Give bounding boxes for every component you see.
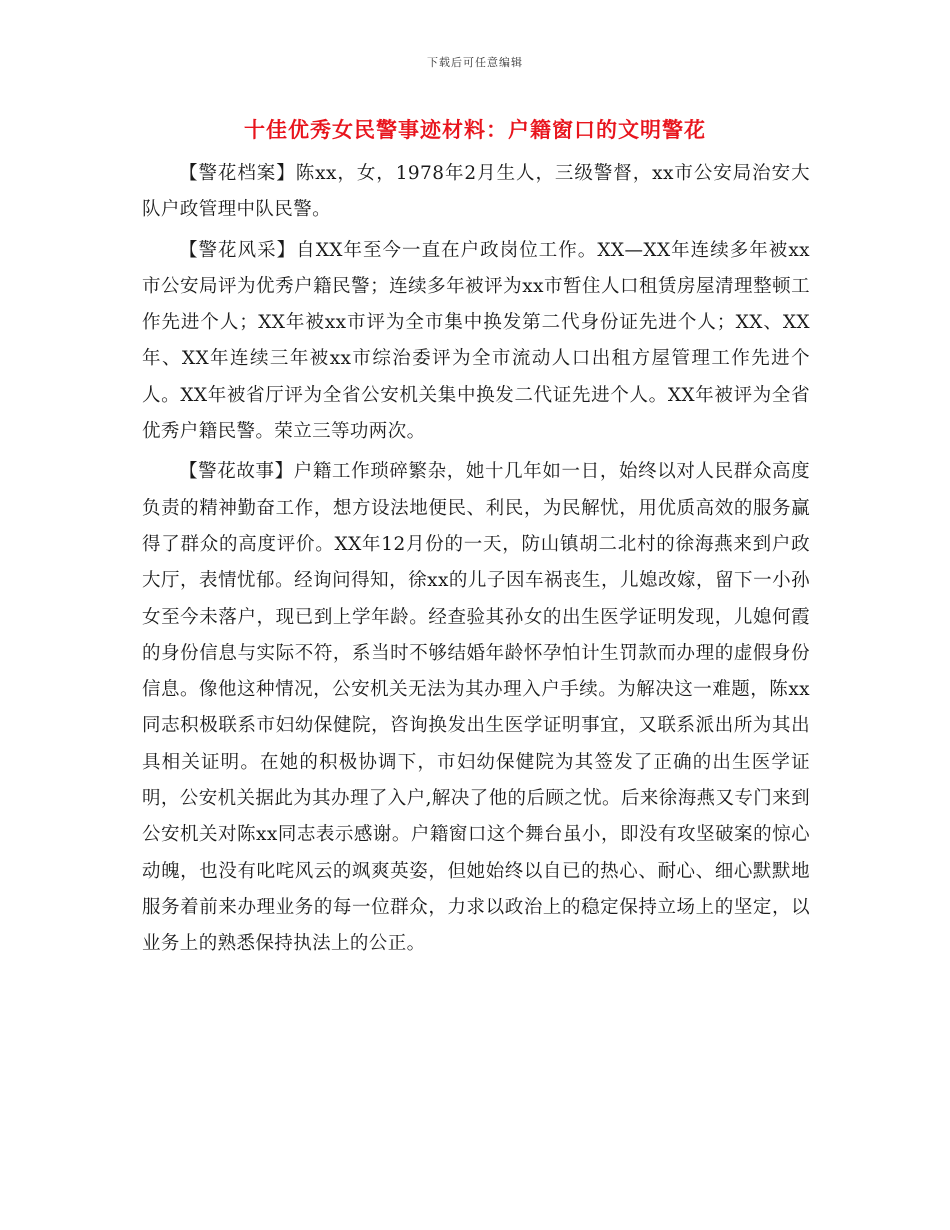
header-note: 下载后可任意编辑 bbox=[427, 56, 523, 69]
paragraph-profile: 【警花档案】陈xx，女，1978年2月生人，三级警督，xx市公安局治安大队户政管理中队民警。 bbox=[142, 163, 810, 221]
document-title: 十佳优秀女民警事迹材料：户籍窗口的文明警花 bbox=[244, 117, 706, 142]
paragraph-story: 【警花故事】户籍工作琐碎繁杂，她十几年如一日，始终以对人民群众高度负责的精神勤奋工作，想方设法地便民、利民，为民解忧，用优质高效的服务赢得了群众的高度评价。XX年12月份的一天，防山镇胡二北村的徐海燕来到户政大厅，表情忧郁。经询问得知，徐xx的儿子因车祸丧生，儿媳改嫁，留下一小孙女至今未落户，现已到上学年龄。经查验其孙女的出生医学证明发现，儿媳何霞的身份信息与实际不符，系当时不够结婚年龄怀孕怕计生罚款而办理的虚假身份信息。像他这种情况，公安机关无法为其办理入户手续。为解决这一难题，陈xx同志积极联系市妇幼保健院，咨询换发出生医学证明事宜，又联系派出所为其出具相关证明。在她的积极协调下，市妇幼保健院为其签发了正确的出生医学证明，公安机关据此为其办理了入户,解决了他的后顾之忧。后来徐海燕又专门来到公安机关对陈xx同志表示感谢。户籍窗口这个舞台虽小，即没有攻坚破案的惊心动魄，也没有叱咤风云的飒爽英姿，但她始终以自已的热心、耐心、细心默默地服务着前来办理业务的每一位群众，力求以政治上的稳定保持立场上的坚定，以业务上的熟悉保持执法上的公正。 bbox=[142, 461, 810, 955]
paragraph-achievements: 【警花风采】自XX年至今一直在户政岗位工作。XX—XX年连续多年被xx市公安局评为优秀户籍民警；连续多年被评为xx市暂住人口租赁房屋清理整顿工作先进个人；XX年被xx市评为全市集中换发第二代身份证先进个人；XX、XX年、XX年连续三年被xx市综治委评为全市流动人口出租方屋管理工作先进个人。XX年被省厅评为全省公安机关集中换发二代证先进个人。XX年被评为全省优秀户籍民警。荣立三等功两次。 bbox=[142, 239, 810, 443]
document-body bbox=[142, 156, 810, 967]
